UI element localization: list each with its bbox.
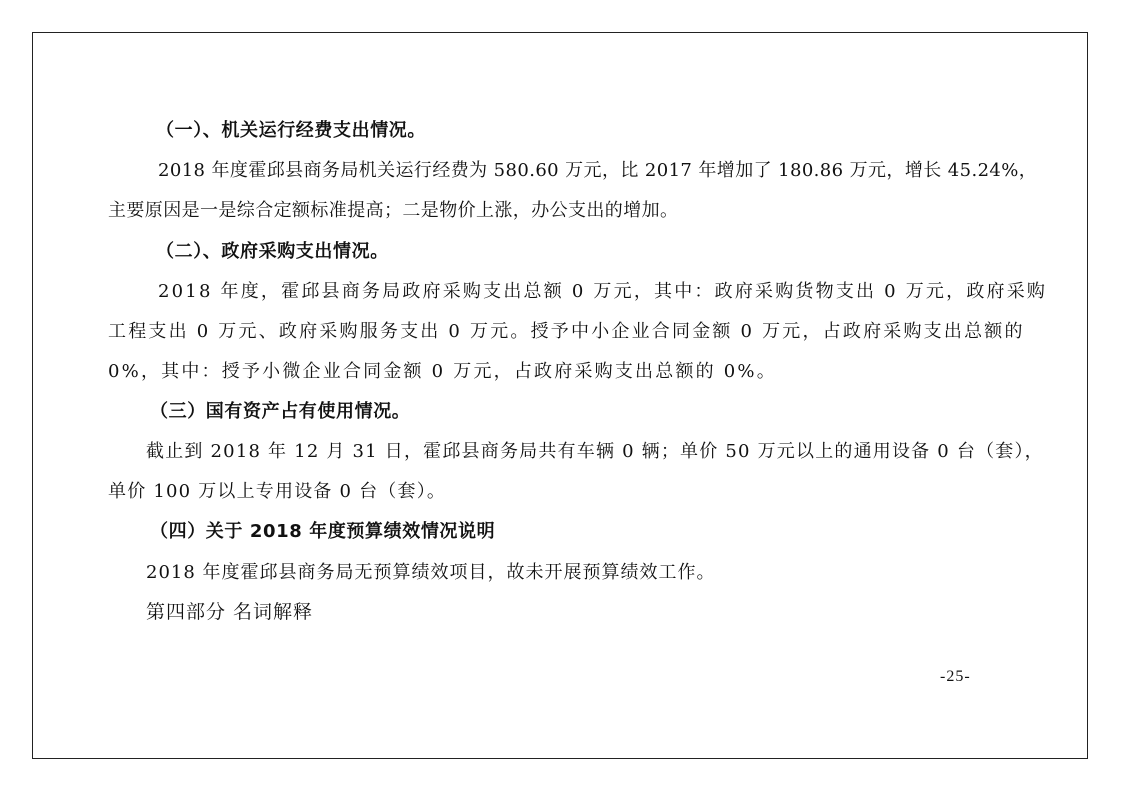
section-1-heading: （一）、机关运行经费支出情况。 xyxy=(156,120,426,141)
section-2-line-1: 2018 年度，霍邱县商务局政府采购支出总额 0 万元，其中：政府采购货物支出 0 万元，政府采购 xyxy=(158,281,1048,302)
section-3-heading: （三）国有资产占有使用情况。 xyxy=(150,401,411,422)
section-4-line-1: 2018 年度霍邱县商务局无预算绩效项目，故未开展预算绩效工作。 xyxy=(146,562,716,583)
part-four-title: 第四部分 名词解释 xyxy=(146,601,314,623)
section-3-line-1: 截止到 2018 年 12 月 31 日，霍邱县商务局共有车辆 0 辆；单价 50 万元以上的通用设备 0 台（套）， xyxy=(146,441,1044,462)
section-2-line-2: 工程支出 0 万元、政府采购服务支出 0 万元。授予中小企业合同金额 0 万元，占政府采购支出总额的 xyxy=(108,321,1025,342)
section-1-line-2: 主要原因是一是综合定额标准提高；二是物价上涨，办公支出的增加。 xyxy=(108,200,679,221)
section-3-line-2: 单价 100 万以上专用设备 0 台（套）。 xyxy=(108,481,447,502)
section-2-line-3: 0%，其中：授予小微企业合同金额 0 万元，占政府采购支出总额的 0%。 xyxy=(108,361,777,382)
section-2-heading: （二）、政府采购支出情况。 xyxy=(156,241,389,262)
section-4-heading: （四）关于 2018 年度预算绩效情况说明 xyxy=(150,521,496,542)
section-1-line-1: 2018 年度霍邱县商务局机关运行经费为 580.60 万元，比 2017 年增加了 180.86 万元，增长 45.24%， xyxy=(158,160,1038,181)
page-number: -25- xyxy=(940,668,971,685)
